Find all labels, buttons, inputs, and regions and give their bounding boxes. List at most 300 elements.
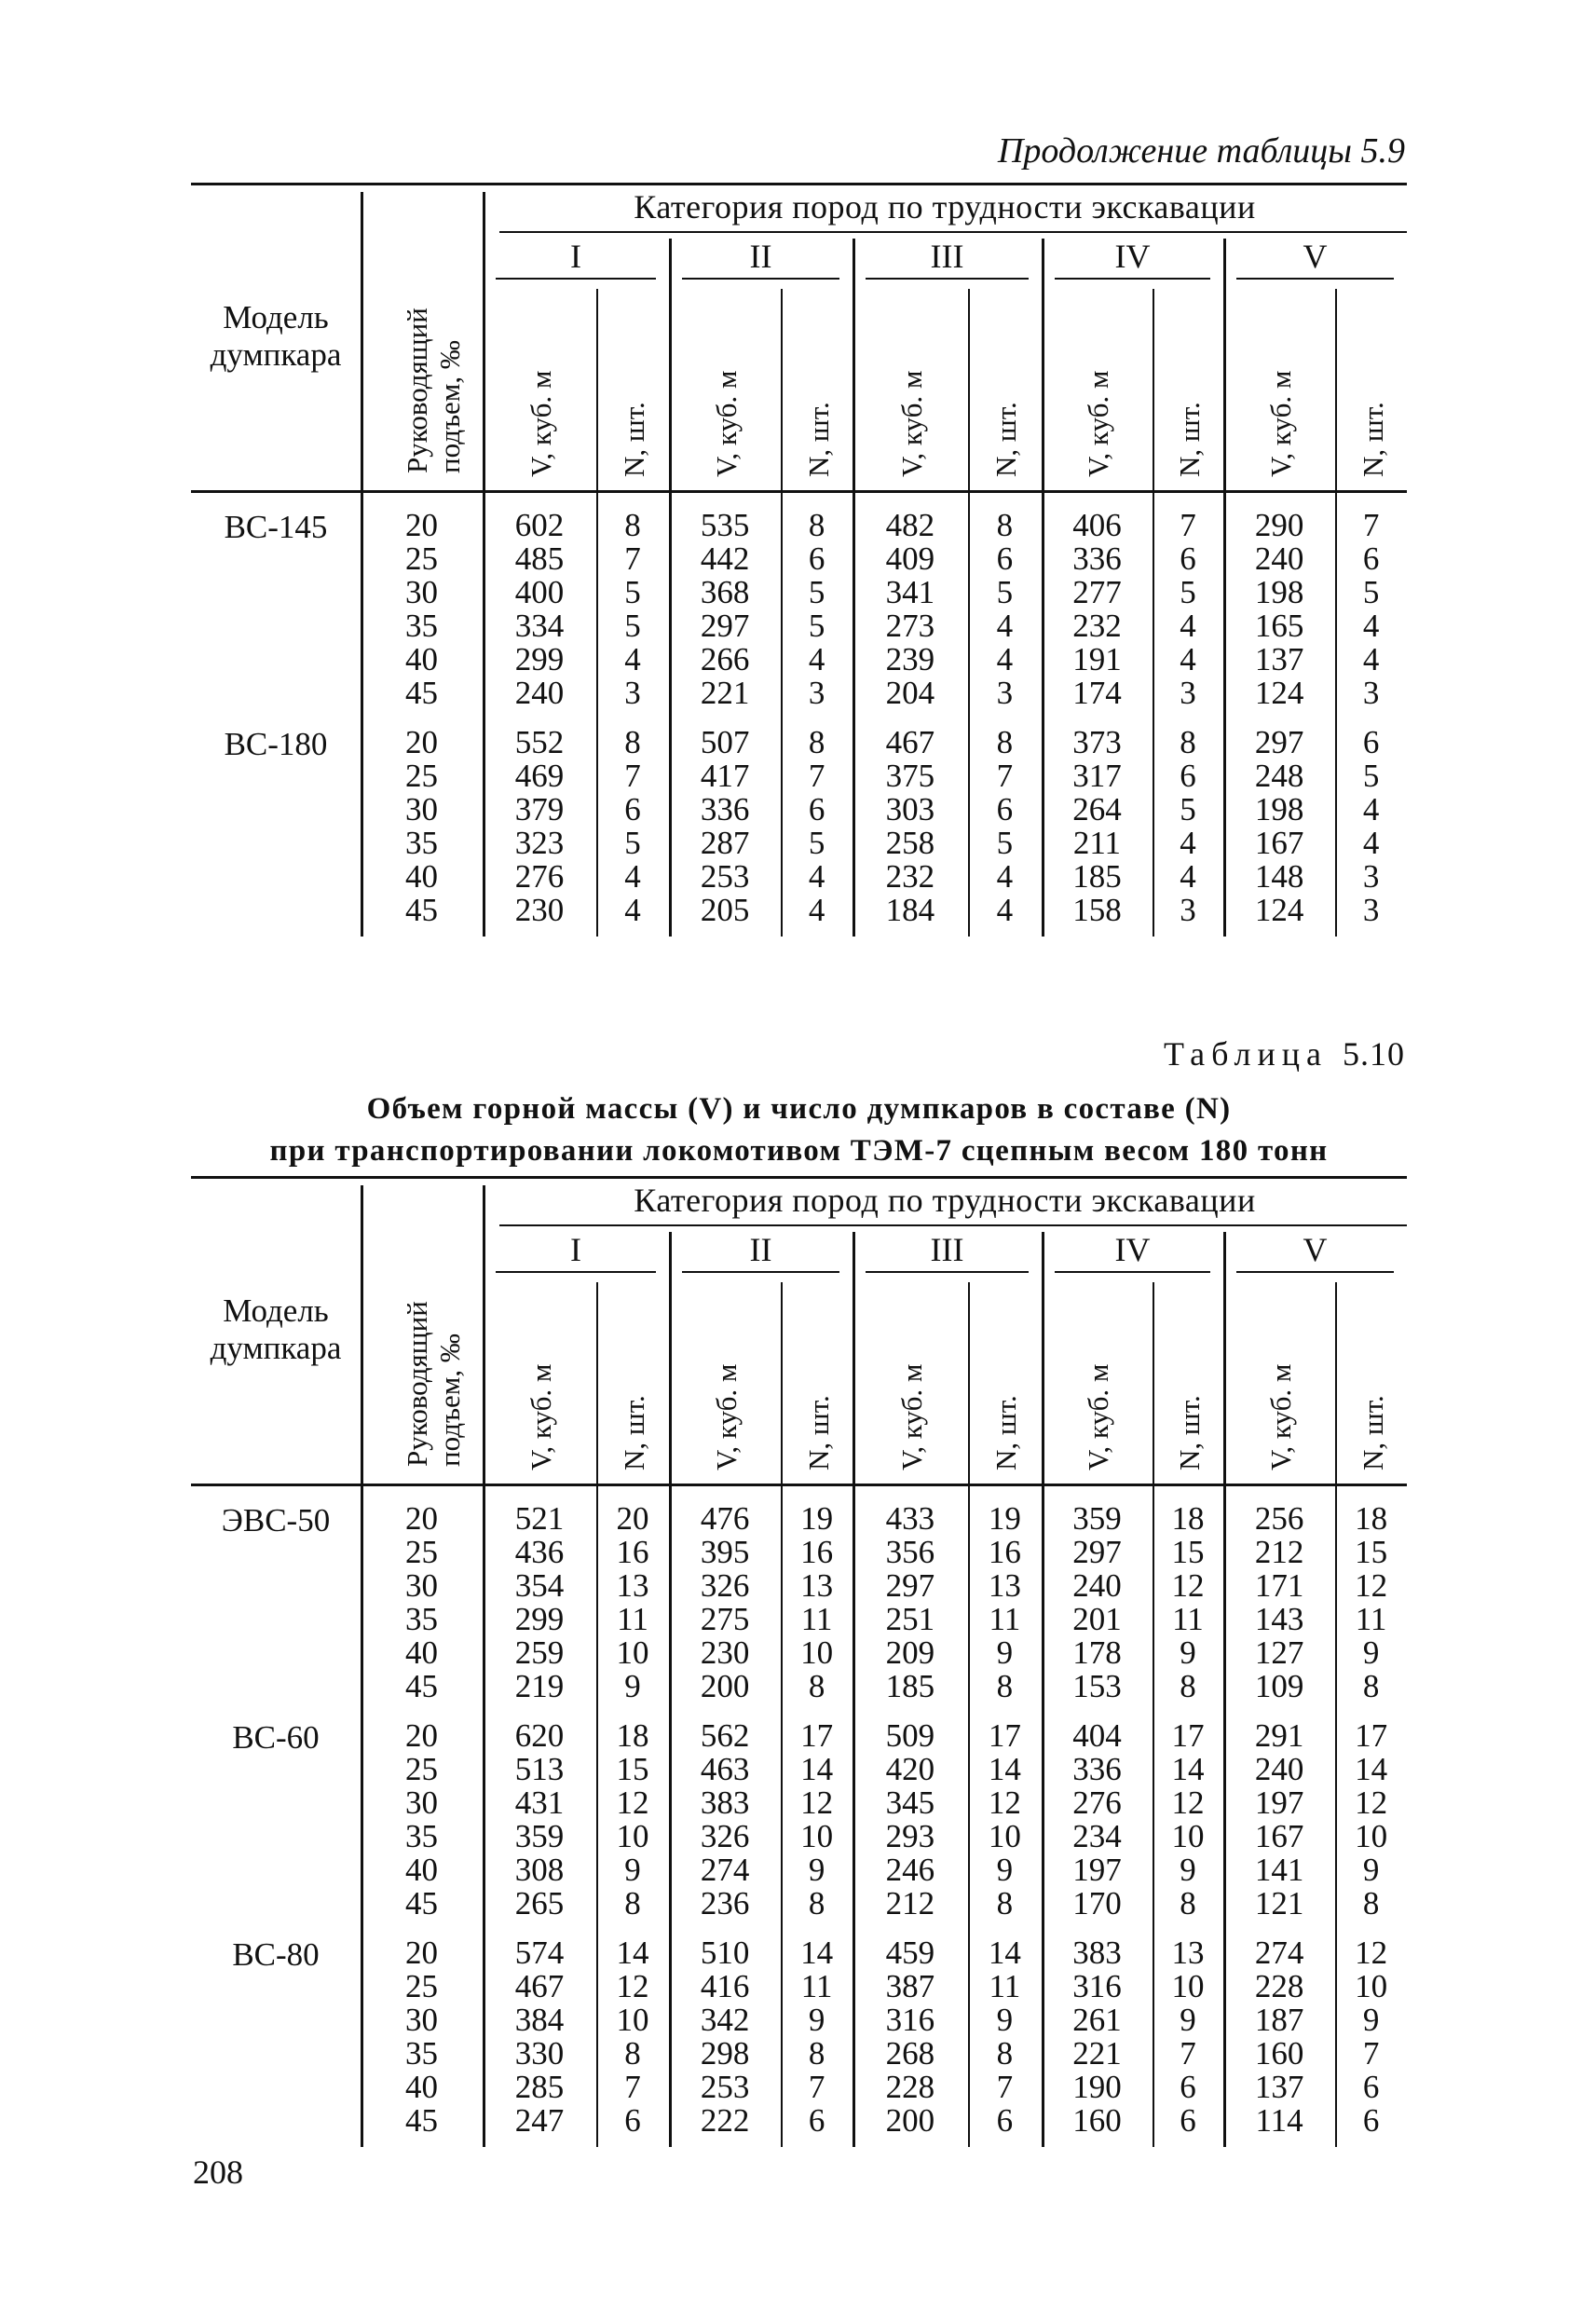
n-cell: 12 [800,1785,834,1821]
n-cell: 9 [1180,2002,1196,2038]
n-cell: 4 [808,858,825,895]
v-cell: 285 [514,2069,565,2105]
v-cell: 212 [885,1885,935,1921]
v-cell: 341 [885,574,935,610]
v-cell: 127 [1254,1634,1304,1671]
n-cell: 6 [624,791,641,827]
v-cell: 467 [885,724,935,760]
grade-cell: 45 [405,1885,438,1921]
grade-cell: 35 [405,825,438,861]
v-volume-column [1042,1719,1153,1921]
category-roman-5: V [1303,238,1328,275]
v-cell: 476 [700,1500,750,1537]
n-cell: 5 [808,825,825,861]
v-cell: 420 [885,1751,935,1787]
v-cell: 345 [885,1785,935,1821]
n-cell: 9 [1362,1634,1380,1671]
n-cell: 11 [617,1601,648,1637]
n-cell: 8 [808,724,825,760]
grade-header-line: Руководящий [401,1301,433,1467]
v-cell: 510 [700,1935,750,1971]
v-cell: 234 [1072,1818,1122,1854]
n-cell: 4 [1180,825,1196,861]
grade-column [361,509,483,710]
v-cell: 277 [1072,574,1122,610]
v-cell: 336 [1072,1751,1122,1787]
n-cell: 10 [1171,1968,1205,2004]
v-cell: 416 [700,1968,750,2004]
grade-cell: 20 [405,1935,438,1971]
n-cell: 5 [808,574,825,610]
dumpcar-model: ВС-180 [224,726,328,762]
n-count-column [1153,509,1223,710]
v-cell: 297 [1072,1534,1122,1570]
n-cell: 6 [808,791,825,827]
n-cell: 7 [624,2069,641,2105]
n-cell: 18 [616,1717,649,1754]
n-cell: 17 [1355,1717,1388,1754]
category-roman-5: V [1303,1231,1328,1268]
n-cell: 13 [988,1567,1021,1604]
v-cell: 200 [700,1668,750,1704]
n-count-column [968,509,1042,710]
n-cell: 4 [808,892,825,928]
v-cell: 326 [700,1818,750,1854]
v-cell: 297 [885,1567,935,1604]
v-cell: 232 [1072,608,1122,644]
n-cell: 8 [1362,1885,1380,1921]
v-cell: 240 [1254,540,1304,577]
v-volume-column [483,1936,596,2138]
n-cell: 8 [996,1668,1014,1704]
n-cell: 4 [624,858,641,895]
n-cell: 10 [616,1818,649,1854]
n-cell: 15 [616,1751,649,1787]
v-cell: 276 [1072,1785,1122,1821]
n-cell: 8 [624,2035,641,2072]
n-cell: 6 [996,2102,1014,2139]
n-cell: 13 [800,1567,834,1604]
roman-rule [496,278,656,280]
v-cell: 251 [885,1601,935,1637]
n-cell: 14 [988,1751,1021,1787]
v-cell: 109 [1254,1668,1304,1704]
grade-cell: 40 [405,2069,438,2105]
v-cell: 256 [1254,1500,1304,1537]
n-cell: 9 [996,1634,1014,1671]
n-count-header: N, шт. [1356,402,1389,477]
roman-rule [866,1271,1029,1273]
v-cell: 160 [1254,2035,1304,2072]
grade-header-line: подъем, ‰ [433,1333,466,1467]
n-count-column [1335,1936,1407,2138]
n-cell: 17 [988,1717,1021,1754]
model-header-line: думпкара [210,1330,342,1366]
n-cell: 8 [808,1668,825,1704]
n-cell: 18 [1355,1500,1388,1537]
n-cell: 6 [1180,758,1196,794]
v-cell: 433 [885,1500,935,1537]
n-cell: 9 [996,2002,1014,2038]
n-cell: 9 [1180,1634,1196,1671]
table-5-10-title [191,1088,1407,1172]
n-cell: 8 [996,507,1014,543]
n-cell: 9 [1180,1852,1196,1888]
v-cell: 602 [514,507,565,543]
n-cell: 7 [808,2069,825,2105]
n-count-column [781,726,853,927]
n-cell: 6 [808,2102,825,2139]
v-cell: 274 [1254,1935,1304,1971]
v-cell: 383 [1072,1935,1122,1971]
v-cell: 293 [885,1818,935,1854]
n-cell: 13 [616,1567,649,1604]
v-cell: 354 [514,1567,565,1604]
n-cell: 12 [1171,1567,1205,1604]
v-cell: 197 [1072,1852,1122,1888]
grade-cell: 45 [405,2102,438,2139]
n-cell: 4 [1180,641,1196,677]
category-header: Категория пород по трудности экскавации [634,1182,1256,1219]
n-cell: 5 [996,574,1014,610]
n-cell: 20 [616,1500,649,1537]
v-cell: 232 [885,858,935,895]
n-cell: 5 [624,608,641,644]
v-volume-column [669,726,781,927]
n-count-column [1153,1936,1223,2138]
v-volume-column [1223,1502,1335,1703]
roman-rule [682,1271,839,1273]
v-volume-column [669,509,781,710]
v-cell: 198 [1254,574,1304,610]
v-cell: 297 [1254,724,1304,760]
n-cell: 14 [800,1935,834,1971]
grade-header [401,308,466,473]
v-cell: 187 [1254,2002,1304,2038]
table-5-10 [191,1176,1407,2145]
n-cell: 15 [1171,1534,1205,1570]
n-count-column [781,1502,853,1703]
v-volume-header: V, куб. м [1082,1363,1115,1470]
grade-column [361,726,483,927]
n-cell: 9 [624,1852,641,1888]
n-cell: 9 [1362,2002,1380,2038]
n-cell: 12 [988,1785,1021,1821]
v-cell: 303 [885,791,935,827]
grade-cell: 45 [405,1668,438,1704]
v-cell: 359 [514,1818,565,1854]
n-cell: 10 [1355,1968,1388,2004]
grade-header-line: подъем, ‰ [433,340,466,473]
v-cell: 184 [885,892,935,928]
model-header-line: думпкара [210,336,342,373]
v-cell: 384 [514,2002,565,2038]
grade-cell: 40 [405,1852,438,1888]
n-cell: 3 [1362,858,1380,895]
v-cell: 436 [514,1534,565,1570]
grade-cell: 40 [405,1634,438,1671]
v-cell: 167 [1254,1818,1304,1854]
n-cell: 4 [1180,608,1196,644]
n-cell: 19 [800,1500,834,1537]
v-volume-header: V, куб. м [894,1363,928,1470]
v-cell: 261 [1072,2002,1122,2038]
v-cell: 265 [514,1885,565,1921]
v-cell: 298 [700,2035,750,2072]
roman-rule [866,278,1029,280]
grade-cell: 25 [405,1751,438,1787]
category-rule [499,231,1407,233]
v-volume-column [483,726,596,927]
n-cell: 11 [800,1968,833,2004]
page-number: 208 [193,2154,243,2191]
grade-cell: 20 [405,1500,438,1537]
n-cell: 8 [1362,1668,1380,1704]
category-roman-3: III [930,238,964,275]
v-volume-column [853,726,968,927]
v-volume-header: V, куб. м [710,370,743,477]
v-cell: 137 [1254,641,1304,677]
grade-cell: 20 [405,1717,438,1754]
grade-column [361,1719,483,1921]
v-cell: 387 [885,1968,935,2004]
v-volume-column [669,1719,781,1921]
n-cell: 14 [1355,1751,1388,1787]
n-count-column [596,1502,669,1703]
n-cell: 6 [1362,2069,1380,2105]
n-count-header: N, шт. [989,402,1023,477]
v-volume-column [1223,1936,1335,2138]
n-cell: 11 [989,1968,1021,2004]
dumpcar-model: ЭВС-50 [221,1502,331,1538]
v-cell: 336 [1072,540,1122,577]
n-cell: 5 [624,574,641,610]
grade-cell: 40 [405,641,438,677]
dumpcar-model: ВС-60 [232,1719,320,1756]
v-cell: 323 [514,825,565,861]
grade-cell: 20 [405,724,438,760]
v-cell: 336 [700,791,750,827]
n-cell: 4 [1180,858,1196,895]
v-cell: 165 [1254,608,1304,644]
n-cell: 12 [1355,1567,1388,1604]
n-cell: 4 [996,892,1014,928]
n-cell: 9 [1362,1852,1380,1888]
v-cell: 258 [885,825,935,861]
roman-rule [1055,1271,1210,1273]
v-cell: 417 [700,758,750,794]
v-cell: 124 [1254,675,1304,711]
v-cell: 291 [1254,1717,1304,1754]
v-volume-column [1042,509,1153,710]
n-cell: 8 [624,507,641,543]
n-count-column [596,1719,669,1921]
v-cell: 201 [1072,1601,1122,1637]
n-cell: 3 [624,675,641,711]
v-cell: 185 [1072,858,1122,895]
v-volume-column [1223,1719,1335,1921]
v-cell: 330 [514,2035,565,2072]
n-cell: 9 [808,2002,825,2038]
n-cell: 18 [1171,1500,1205,1537]
v-cell: 221 [700,675,750,711]
v-volume-header: V, куб. м [1082,370,1115,477]
grade-cell: 25 [405,758,438,794]
v-volume-column [1042,1936,1153,2138]
table-5-9 [191,183,1407,1003]
v-volume-column [1223,726,1335,927]
n-count-column [968,726,1042,927]
v-cell: 158 [1072,892,1122,928]
v-cell: 317 [1072,758,1122,794]
table-top-rule [191,183,1407,185]
v-volume-column [483,1502,596,1703]
v-cell: 276 [514,858,565,895]
grade-cell: 35 [405,1601,438,1637]
n-count-column [1335,509,1407,710]
n-cell: 10 [616,2002,649,2038]
n-cell: 4 [1362,641,1380,677]
n-cell: 4 [808,641,825,677]
n-cell: 11 [800,1601,833,1637]
model-header [191,1292,361,1367]
n-cell: 3 [1362,892,1380,928]
roman-rule [1236,1271,1394,1273]
v-cell: 287 [700,825,750,861]
v-volume-column [669,1502,781,1703]
n-cell: 8 [624,1885,641,1921]
v-cell: 253 [700,2069,750,2105]
model-header-line: Модель [223,1292,329,1329]
n-cell: 9 [808,1852,825,1888]
n-cell: 6 [1180,540,1196,577]
n-cell: 12 [1171,1785,1205,1821]
n-cell: 4 [624,641,641,677]
n-cell: 8 [808,1885,825,1921]
v-cell: 209 [885,1634,935,1671]
n-cell: 3 [1180,892,1196,928]
n-cell: 5 [1180,574,1196,610]
v-cell: 463 [700,1751,750,1787]
v-cell: 121 [1254,1885,1304,1921]
v-cell: 148 [1254,858,1304,895]
v-cell: 299 [514,1601,565,1637]
grade-cell: 35 [405,1818,438,1854]
n-cell: 8 [1180,724,1196,760]
n-cell: 14 [988,1935,1021,1971]
grade-cell: 40 [405,858,438,895]
v-volume-column [853,1719,968,1921]
n-cell: 6 [996,540,1014,577]
v-cell: 535 [700,507,750,543]
n-cell: 10 [800,1634,834,1671]
n-count-column [781,1936,853,2138]
grade-cell: 30 [405,791,438,827]
v-cell: 264 [1072,791,1122,827]
n-cell: 7 [1362,2035,1380,2072]
v-volume-column [1042,1502,1153,1703]
n-cell: 10 [988,1818,1021,1854]
v-cell: 143 [1254,1601,1304,1637]
v-cell: 222 [700,2102,750,2139]
v-cell: 137 [1254,2069,1304,2105]
v-cell: 274 [700,1852,750,1888]
table-5-10-label [1164,1034,1405,1073]
n-cell: 6 [996,791,1014,827]
n-cell: 8 [996,2035,1014,2072]
grade-cell: 30 [405,2002,438,2038]
grade-cell: 30 [405,1567,438,1604]
n-count-column [781,509,853,710]
v-cell: 190 [1072,2069,1122,2105]
n-count-header: N, шт. [618,1395,650,1470]
v-cell: 359 [1072,1500,1122,1537]
v-cell: 356 [885,1534,935,1570]
v-cell: 290 [1254,507,1304,543]
v-cell: 171 [1254,1567,1304,1604]
v-cell: 395 [700,1534,750,1570]
category-roman-4: IV [1114,1231,1151,1268]
n-cell: 11 [1355,1601,1387,1637]
category-roman-1: I [570,238,581,275]
n-count-column [968,1502,1042,1703]
table-label-number: 5.10 [1343,1035,1405,1073]
n-cell: 8 [1180,1668,1196,1704]
category-roman-3: III [930,1231,964,1268]
n-cell: 6 [808,540,825,577]
n-cell: 8 [996,724,1014,760]
n-cell: 7 [1362,507,1380,543]
n-cell: 5 [1180,791,1196,827]
v-cell: 160 [1072,2102,1122,2139]
n-cell: 3 [1362,675,1380,711]
v-cell: 299 [514,641,565,677]
v-volume-header: V, куб. м [1264,370,1298,477]
grade-cell: 30 [405,574,438,610]
n-cell: 10 [1355,1818,1388,1854]
n-cell: 19 [988,1500,1021,1537]
n-cell: 8 [996,1885,1014,1921]
n-cell: 6 [1362,540,1380,577]
category-roman-1: I [570,1231,581,1268]
n-cell: 8 [1180,1885,1196,1921]
v-cell: 308 [514,1852,565,1888]
v-volume-header: V, куб. м [1264,1363,1298,1470]
grade-cell: 20 [405,507,438,543]
v-volume-column [483,1719,596,1921]
v-volume-header: V, куб. м [710,1363,743,1470]
category-header: Категория пород по трудности экскавации [634,188,1256,226]
table-top-rule [191,1176,1407,1179]
n-cell: 14 [800,1751,834,1787]
n-cell: 17 [800,1717,834,1754]
n-cell: 9 [624,1668,641,1704]
v-cell: 297 [700,608,750,644]
v-cell: 620 [514,1717,565,1754]
n-cell: 8 [624,724,641,760]
grade-cell: 35 [405,2035,438,2072]
n-cell: 11 [989,1601,1021,1637]
v-cell: 482 [885,507,935,543]
n-count-column [596,509,669,710]
v-cell: 273 [885,608,935,644]
v-cell: 509 [885,1717,935,1754]
n-cell: 16 [988,1534,1021,1570]
n-cell: 9 [996,1852,1014,1888]
n-count-header: N, шт. [1172,402,1206,477]
n-count-column [1335,1719,1407,1921]
v-cell: 228 [885,2069,935,2105]
